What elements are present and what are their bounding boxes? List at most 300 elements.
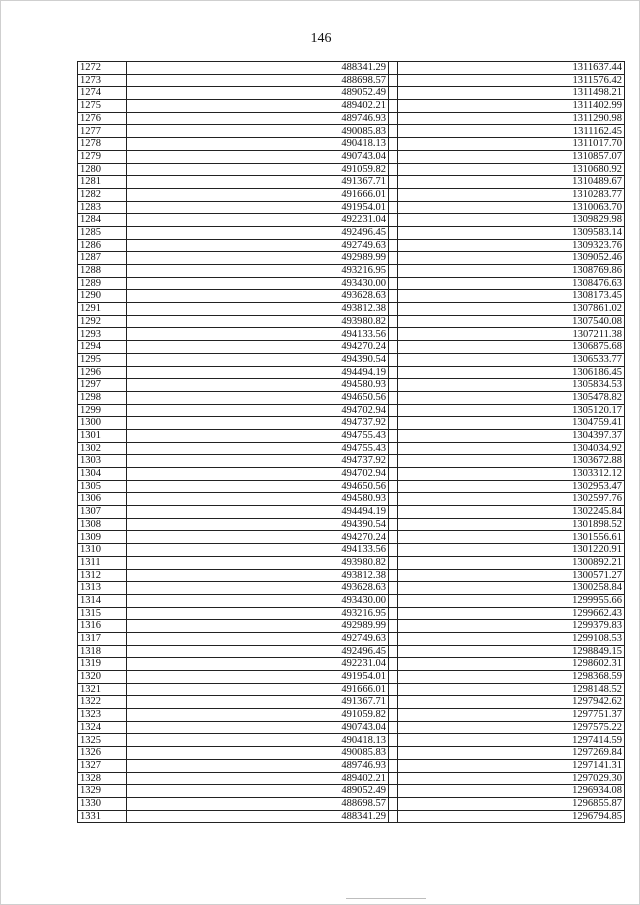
y-coordinate-cell: 1310680.92 [398, 163, 625, 176]
column-gap [389, 62, 398, 75]
point-number-cell: 1280 [78, 163, 127, 176]
table-row [78, 556, 625, 569]
point-number-cell: 1306 [78, 493, 127, 506]
table-row [78, 214, 625, 227]
y-coordinate-cell: 1306875.68 [398, 341, 625, 354]
table-row [78, 506, 625, 519]
x-coordinate-cell: 494580.93 [127, 379, 389, 392]
y-coordinate-cell: 1300571.27 [398, 569, 625, 582]
x-coordinate-cell: 494580.93 [127, 493, 389, 506]
point-number-cell: 1330 [78, 797, 127, 810]
column-gap [389, 455, 398, 468]
column-gap [389, 632, 398, 645]
table-row [78, 480, 625, 493]
column-gap [389, 645, 398, 658]
point-number-cell: 1324 [78, 721, 127, 734]
y-coordinate-cell: 1300258.84 [398, 582, 625, 595]
column-gap [389, 303, 398, 316]
column-gap [389, 696, 398, 709]
table-row [78, 468, 625, 481]
x-coordinate-cell: 490418.13 [127, 138, 389, 151]
y-coordinate-cell: 1306533.77 [398, 353, 625, 366]
y-coordinate-cell: 1309052.46 [398, 252, 625, 265]
column-gap [389, 734, 398, 747]
coordinates-table-body [78, 62, 625, 823]
table-row [78, 721, 625, 734]
x-coordinate-cell: 493980.82 [127, 315, 389, 328]
y-coordinate-cell: 1297269.84 [398, 747, 625, 760]
x-coordinate-cell: 490085.83 [127, 747, 389, 760]
column-gap [389, 607, 398, 620]
x-coordinate-cell: 492496.45 [127, 226, 389, 239]
x-coordinate-cell: 488698.57 [127, 74, 389, 87]
point-number-cell: 1294 [78, 341, 127, 354]
column-gap [389, 379, 398, 392]
table-row [78, 442, 625, 455]
y-coordinate-cell: 1303312.12 [398, 468, 625, 481]
y-coordinate-cell: 1304034.92 [398, 442, 625, 455]
x-coordinate-cell: 491059.82 [127, 163, 389, 176]
point-number-cell: 1278 [78, 138, 127, 151]
x-coordinate-cell: 491059.82 [127, 709, 389, 722]
column-gap [389, 252, 398, 265]
y-coordinate-cell: 1299379.83 [398, 620, 625, 633]
column-gap [389, 328, 398, 341]
table-row [78, 493, 625, 506]
point-number-cell: 1312 [78, 569, 127, 582]
x-coordinate-cell: 488698.57 [127, 797, 389, 810]
x-coordinate-cell: 491367.71 [127, 176, 389, 189]
table-row [78, 62, 625, 75]
table-row [78, 163, 625, 176]
table-row [78, 417, 625, 430]
y-coordinate-cell: 1298148.52 [398, 683, 625, 696]
point-number-cell: 1273 [78, 74, 127, 87]
table-row [78, 239, 625, 252]
y-coordinate-cell: 1296934.08 [398, 785, 625, 798]
x-coordinate-cell: 491954.01 [127, 201, 389, 214]
column-gap [389, 341, 398, 354]
x-coordinate-cell: 494270.24 [127, 531, 389, 544]
table-row [78, 87, 625, 100]
point-number-cell: 1310 [78, 544, 127, 557]
column-gap [389, 87, 398, 100]
point-number-cell: 1303 [78, 455, 127, 468]
column-gap [389, 683, 398, 696]
x-coordinate-cell: 492749.63 [127, 239, 389, 252]
table-row [78, 150, 625, 163]
table-row [78, 569, 625, 582]
table-row [78, 125, 625, 138]
x-coordinate-cell: 488341.29 [127, 810, 389, 823]
point-number-cell: 1277 [78, 125, 127, 138]
y-coordinate-cell: 1306186.45 [398, 366, 625, 379]
point-number-cell: 1287 [78, 252, 127, 265]
column-gap [389, 391, 398, 404]
column-gap [389, 544, 398, 557]
point-number-cell: 1299 [78, 404, 127, 417]
table-row [78, 810, 625, 823]
column-gap [389, 176, 398, 189]
x-coordinate-cell: 489746.93 [127, 759, 389, 772]
y-coordinate-cell: 1299108.53 [398, 632, 625, 645]
column-gap [389, 417, 398, 430]
table-row [78, 632, 625, 645]
y-coordinate-cell: 1311017.70 [398, 138, 625, 151]
table-row [78, 518, 625, 531]
x-coordinate-cell: 489052.49 [127, 785, 389, 798]
x-coordinate-cell: 493980.82 [127, 556, 389, 569]
table-row [78, 290, 625, 303]
column-gap [389, 671, 398, 684]
y-coordinate-cell: 1305834.53 [398, 379, 625, 392]
table-row [78, 607, 625, 620]
y-coordinate-cell: 1309323.76 [398, 239, 625, 252]
y-coordinate-cell: 1304397.37 [398, 429, 625, 442]
column-gap [389, 442, 398, 455]
point-number-cell: 1311 [78, 556, 127, 569]
point-number-cell: 1316 [78, 620, 127, 633]
column-gap [389, 366, 398, 379]
x-coordinate-cell: 491367.71 [127, 696, 389, 709]
column-gap [389, 493, 398, 506]
y-coordinate-cell: 1307540.08 [398, 315, 625, 328]
table-row [78, 734, 625, 747]
y-coordinate-cell: 1308173.45 [398, 290, 625, 303]
x-coordinate-cell: 494494.19 [127, 506, 389, 519]
point-number-cell: 1322 [78, 696, 127, 709]
table-row [78, 772, 625, 785]
y-coordinate-cell: 1311637.44 [398, 62, 625, 75]
point-number-cell: 1319 [78, 658, 127, 671]
x-coordinate-cell: 493628.63 [127, 290, 389, 303]
x-coordinate-cell: 488341.29 [127, 62, 389, 75]
coordinates-table [77, 61, 625, 823]
y-coordinate-cell: 1299662.43 [398, 607, 625, 620]
column-gap [389, 810, 398, 823]
table-row [78, 112, 625, 125]
point-number-cell: 1276 [78, 112, 127, 125]
point-number-cell: 1328 [78, 772, 127, 785]
y-coordinate-cell: 1297141.31 [398, 759, 625, 772]
y-coordinate-cell: 1301220.91 [398, 544, 625, 557]
page-number: 146 [310, 31, 332, 46]
column-gap [389, 404, 398, 417]
point-number-cell: 1275 [78, 100, 127, 113]
x-coordinate-cell: 494650.56 [127, 391, 389, 404]
table-row [78, 74, 625, 87]
x-coordinate-cell: 494270.24 [127, 341, 389, 354]
point-number-cell: 1284 [78, 214, 127, 227]
x-coordinate-cell: 491954.01 [127, 671, 389, 684]
y-coordinate-cell: 1307211.38 [398, 328, 625, 341]
column-gap [389, 429, 398, 442]
column-gap [389, 100, 398, 113]
x-coordinate-cell: 494737.92 [127, 455, 389, 468]
column-gap [389, 658, 398, 671]
column-gap [389, 569, 398, 582]
point-number-cell: 1305 [78, 480, 127, 493]
x-coordinate-cell: 492231.04 [127, 214, 389, 227]
y-coordinate-cell: 1308769.86 [398, 265, 625, 278]
column-gap [389, 226, 398, 239]
column-gap [389, 468, 398, 481]
y-coordinate-cell: 1297414.59 [398, 734, 625, 747]
y-coordinate-cell: 1301556.61 [398, 531, 625, 544]
point-number-cell: 1296 [78, 366, 127, 379]
y-coordinate-cell: 1310857.07 [398, 150, 625, 163]
x-coordinate-cell: 492749.63 [127, 632, 389, 645]
table-row [78, 759, 625, 772]
column-gap [389, 747, 398, 760]
x-coordinate-cell: 493430.00 [127, 277, 389, 290]
point-number-cell: 1293 [78, 328, 127, 341]
column-gap [389, 518, 398, 531]
table-row [78, 785, 625, 798]
column-gap [389, 201, 398, 214]
x-coordinate-cell: 494390.54 [127, 518, 389, 531]
x-coordinate-cell: 493216.95 [127, 265, 389, 278]
table-row [78, 455, 625, 468]
y-coordinate-cell: 1309829.98 [398, 214, 625, 227]
table-row [78, 429, 625, 442]
y-coordinate-cell: 1308476.63 [398, 277, 625, 290]
x-coordinate-cell: 490743.04 [127, 721, 389, 734]
table-row [78, 594, 625, 607]
table-row [78, 696, 625, 709]
y-coordinate-cell: 1297575.22 [398, 721, 625, 734]
x-coordinate-cell: 494390.54 [127, 353, 389, 366]
y-coordinate-cell: 1297029.30 [398, 772, 625, 785]
table-row [78, 404, 625, 417]
table-row [78, 353, 625, 366]
x-coordinate-cell: 493628.63 [127, 582, 389, 595]
x-coordinate-cell: 493216.95 [127, 607, 389, 620]
x-coordinate-cell: 489402.21 [127, 100, 389, 113]
point-number-cell: 1290 [78, 290, 127, 303]
table-row [78, 328, 625, 341]
y-coordinate-cell: 1310063.70 [398, 201, 625, 214]
y-coordinate-cell: 1310283.77 [398, 188, 625, 201]
point-number-cell: 1307 [78, 506, 127, 519]
table-row [78, 709, 625, 722]
y-coordinate-cell: 1311402.99 [398, 100, 625, 113]
column-gap [389, 239, 398, 252]
point-number-cell: 1309 [78, 531, 127, 544]
point-number-cell: 1301 [78, 429, 127, 442]
table-row [78, 138, 625, 151]
point-number-cell: 1300 [78, 417, 127, 430]
y-coordinate-cell: 1309583.14 [398, 226, 625, 239]
x-coordinate-cell: 492989.99 [127, 252, 389, 265]
y-coordinate-cell: 1297751.37 [398, 709, 625, 722]
x-coordinate-cell: 490418.13 [127, 734, 389, 747]
point-number-cell: 1315 [78, 607, 127, 620]
point-number-cell: 1302 [78, 442, 127, 455]
column-gap [389, 74, 398, 87]
x-coordinate-cell: 491666.01 [127, 683, 389, 696]
point-number-cell: 1281 [78, 176, 127, 189]
table-row [78, 645, 625, 658]
column-gap [389, 721, 398, 734]
table-row [78, 366, 625, 379]
column-gap [389, 138, 398, 151]
x-coordinate-cell: 490085.83 [127, 125, 389, 138]
y-coordinate-cell: 1297942.62 [398, 696, 625, 709]
y-coordinate-cell: 1307861.02 [398, 303, 625, 316]
column-gap [389, 480, 398, 493]
column-gap [389, 112, 398, 125]
x-coordinate-cell: 489746.93 [127, 112, 389, 125]
point-number-cell: 1313 [78, 582, 127, 595]
x-coordinate-cell: 492496.45 [127, 645, 389, 658]
y-coordinate-cell: 1302953.47 [398, 480, 625, 493]
point-number-cell: 1289 [78, 277, 127, 290]
point-number-cell: 1331 [78, 810, 127, 823]
column-gap [389, 582, 398, 595]
table-row [78, 582, 625, 595]
y-coordinate-cell: 1311162.45 [398, 125, 625, 138]
point-number-cell: 1314 [78, 594, 127, 607]
column-gap [389, 125, 398, 138]
point-number-cell: 1288 [78, 265, 127, 278]
y-coordinate-cell: 1310489.67 [398, 176, 625, 189]
point-number-cell: 1292 [78, 315, 127, 328]
column-gap [389, 556, 398, 569]
y-coordinate-cell: 1296794.85 [398, 810, 625, 823]
table-row [78, 188, 625, 201]
table-row [78, 683, 625, 696]
table-row [78, 226, 625, 239]
x-coordinate-cell: 494755.43 [127, 429, 389, 442]
column-gap [389, 163, 398, 176]
x-coordinate-cell: 494133.56 [127, 544, 389, 557]
point-number-cell: 1274 [78, 87, 127, 100]
x-coordinate-cell: 494650.56 [127, 480, 389, 493]
point-number-cell: 1317 [78, 632, 127, 645]
point-number-cell: 1304 [78, 468, 127, 481]
y-coordinate-cell: 1296855.87 [398, 797, 625, 810]
y-coordinate-cell: 1298368.59 [398, 671, 625, 684]
table-row [78, 252, 625, 265]
table-row [78, 201, 625, 214]
y-coordinate-cell: 1311290.98 [398, 112, 625, 125]
point-number-cell: 1321 [78, 683, 127, 696]
point-number-cell: 1327 [78, 759, 127, 772]
y-coordinate-cell: 1302245.84 [398, 506, 625, 519]
column-gap [389, 797, 398, 810]
x-coordinate-cell: 489402.21 [127, 772, 389, 785]
column-gap [389, 265, 398, 278]
point-number-cell: 1295 [78, 353, 127, 366]
x-coordinate-cell: 491666.01 [127, 188, 389, 201]
x-coordinate-cell: 492231.04 [127, 658, 389, 671]
bottom-divider [346, 898, 426, 899]
table-row [78, 277, 625, 290]
point-number-cell: 1298 [78, 391, 127, 404]
point-number-cell: 1329 [78, 785, 127, 798]
column-gap [389, 506, 398, 519]
y-coordinate-cell: 1305120.17 [398, 404, 625, 417]
y-coordinate-cell: 1311498.21 [398, 87, 625, 100]
table-row [78, 303, 625, 316]
point-number-cell: 1282 [78, 188, 127, 201]
x-coordinate-cell: 492989.99 [127, 620, 389, 633]
x-coordinate-cell: 494702.94 [127, 468, 389, 481]
table-row [78, 544, 625, 557]
table-row [78, 341, 625, 354]
column-gap [389, 772, 398, 785]
x-coordinate-cell: 493812.38 [127, 569, 389, 582]
table-row [78, 391, 625, 404]
y-coordinate-cell: 1298602.31 [398, 658, 625, 671]
table-row [78, 658, 625, 671]
column-gap [389, 214, 398, 227]
table-row [78, 100, 625, 113]
point-number-cell: 1308 [78, 518, 127, 531]
y-coordinate-cell: 1304759.41 [398, 417, 625, 430]
point-number-cell: 1285 [78, 226, 127, 239]
x-coordinate-cell: 494494.19 [127, 366, 389, 379]
column-gap [389, 709, 398, 722]
x-coordinate-cell: 490743.04 [127, 150, 389, 163]
table-row [78, 315, 625, 328]
point-number-cell: 1291 [78, 303, 127, 316]
column-gap [389, 353, 398, 366]
x-coordinate-cell: 494702.94 [127, 404, 389, 417]
table-row [78, 265, 625, 278]
point-number-cell: 1318 [78, 645, 127, 658]
column-gap [389, 290, 398, 303]
y-coordinate-cell: 1303672.88 [398, 455, 625, 468]
table-row [78, 379, 625, 392]
y-coordinate-cell: 1298849.15 [398, 645, 625, 658]
y-coordinate-cell: 1300892.21 [398, 556, 625, 569]
point-number-cell: 1279 [78, 150, 127, 163]
point-number-cell: 1325 [78, 734, 127, 747]
table-row [78, 531, 625, 544]
column-gap [389, 277, 398, 290]
point-number-cell: 1297 [78, 379, 127, 392]
column-gap [389, 759, 398, 772]
column-gap [389, 188, 398, 201]
table-row [78, 747, 625, 760]
x-coordinate-cell: 493430.00 [127, 594, 389, 607]
y-coordinate-cell: 1301898.52 [398, 518, 625, 531]
point-number-cell: 1323 [78, 709, 127, 722]
column-gap [389, 315, 398, 328]
y-coordinate-cell: 1311576.42 [398, 74, 625, 87]
point-number-cell: 1320 [78, 671, 127, 684]
point-number-cell: 1326 [78, 747, 127, 760]
table-row [78, 176, 625, 189]
column-gap [389, 785, 398, 798]
y-coordinate-cell: 1305478.82 [398, 391, 625, 404]
point-number-cell: 1286 [78, 239, 127, 252]
table-row [78, 620, 625, 633]
x-coordinate-cell: 494133.56 [127, 328, 389, 341]
x-coordinate-cell: 494737.92 [127, 417, 389, 430]
y-coordinate-cell: 1302597.76 [398, 493, 625, 506]
x-coordinate-cell: 489052.49 [127, 87, 389, 100]
y-coordinate-cell: 1299955.66 [398, 594, 625, 607]
column-gap [389, 531, 398, 544]
x-coordinate-cell: 493812.38 [127, 303, 389, 316]
table-row [78, 671, 625, 684]
point-number-cell: 1272 [78, 62, 127, 75]
column-gap [389, 620, 398, 633]
column-gap [389, 594, 398, 607]
